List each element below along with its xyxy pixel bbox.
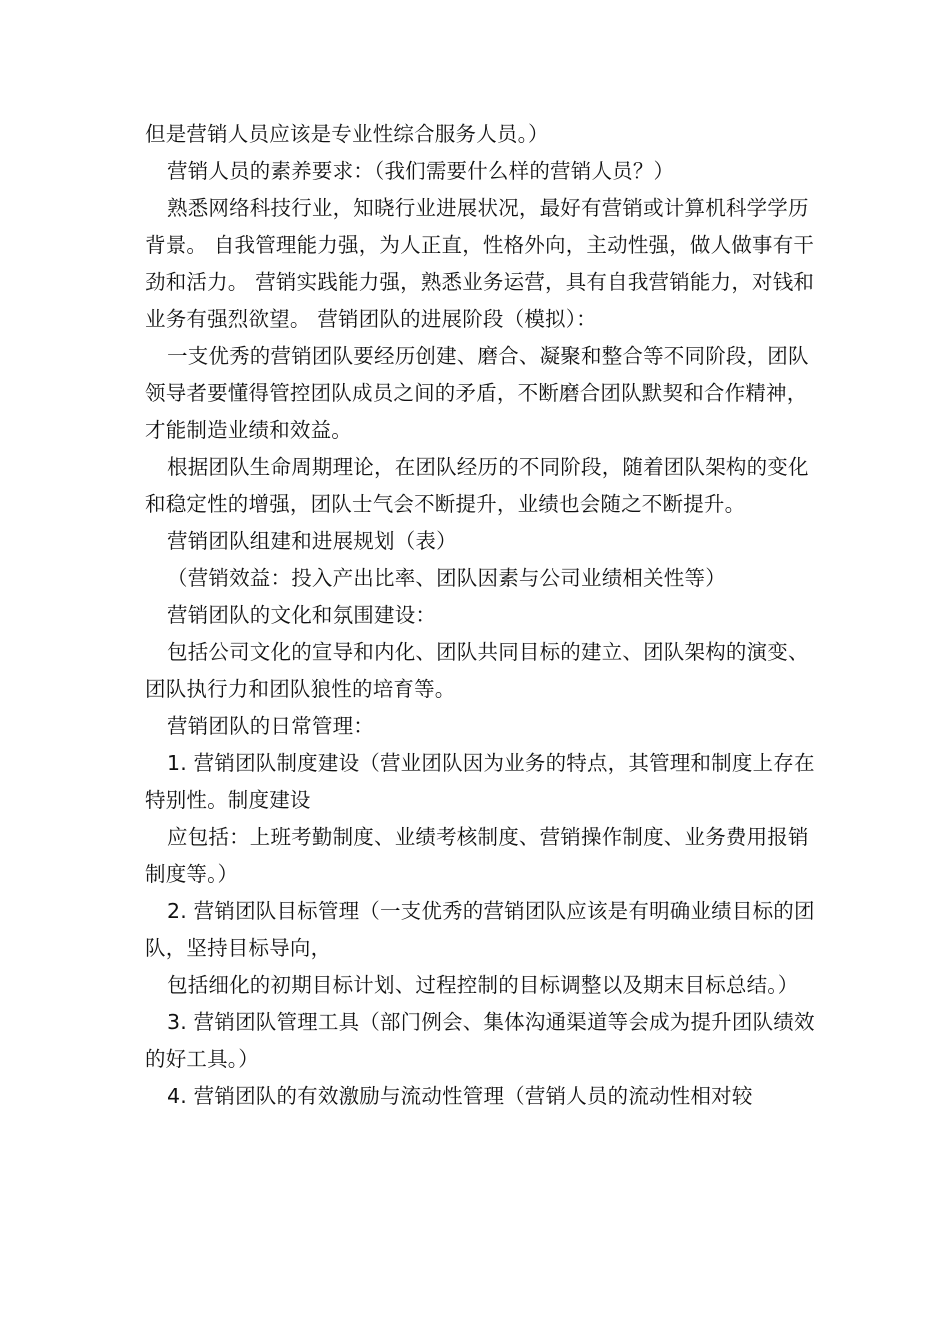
- paragraph-lifecycle-theory: 根据团队生命周期理论，在团队经历的不同阶段，随着团队架构的变化和稳定性的增强，团队士气会不断提升，业绩也会随之不断提升。: [145, 455, 809, 516]
- list-item-management-tools: 3. 营销团队管理工具（部门例会、集体沟通渠道等会成为提升团队绩效的好工具。）: [145, 1010, 815, 1071]
- paragraph-qualification-heading: 营销人员的素养要求：（我们需要什么样的营销人员？）: [167, 159, 675, 183]
- paragraph-goal-details: 包括细化的初期目标计划、过程控制的目标调整以及期末目标总结。）: [167, 973, 799, 997]
- paragraph-qualification-details: 熟悉网络科技行业，知晓行业进展状况，最好有营销或计算机科学学历背景。 自我管理能力强，为人正直，性格外向，主动性强，做人做事有干劲和活力。 营销实践能力强，熟悉业务运营，具有自我营销能力，对钱和业务有强烈欲望。 营销团队的进展阶段（模拟）：: [145, 196, 815, 331]
- paragraph-planning-table: 营销团队组建和进展规划（表）: [167, 529, 457, 553]
- paragraph-team-stages: 一支优秀的营销团队要经历创建、磨合、凝聚和整合等不同阶段，团队领导者要懂得管控团队成员之间的矛盾，不断磨合团队默契和合作精神，才能制造业绩和效益。: [145, 344, 809, 442]
- paragraph-culture-heading: 营销团队的文化和氛围建设：: [167, 603, 437, 627]
- list-item-incentive-mobility: 4. 营销团队的有效激励与流动性管理（营销人员的流动性相对较: [167, 1084, 753, 1108]
- paragraph-continuation: 但是营销人员应该是专业性综合服务人员。）: [145, 122, 549, 146]
- list-item-goal-management: 2. 营销团队目标管理（一支优秀的营销团队应该是有明确业绩目标的团队，坚持目标导向，: [145, 899, 815, 960]
- paragraph-system-details: 应包括：上班考勤制度、业绩考核制度、营销操作制度、业务费用报销制度等。）: [145, 825, 809, 886]
- paragraph-marketing-benefit: （营销效益：投入产出比率、团队因素与公司业绩相关性等）: [167, 566, 726, 590]
- paragraph-culture-details: 包括公司文化的宣导和内化、团队共同目标的建立、团队架构的演变、团队执行力和团队狼性的培育等。: [145, 640, 809, 701]
- document-body: [145, 116, 817, 1115]
- list-item-system-building: 1. 营销团队制度建设（营业团队因为业务的特点，其管理和制度上存在特别性。制度建设: [145, 751, 815, 812]
- paragraph-daily-management-heading: 营销团队的日常管理：: [167, 714, 374, 738]
